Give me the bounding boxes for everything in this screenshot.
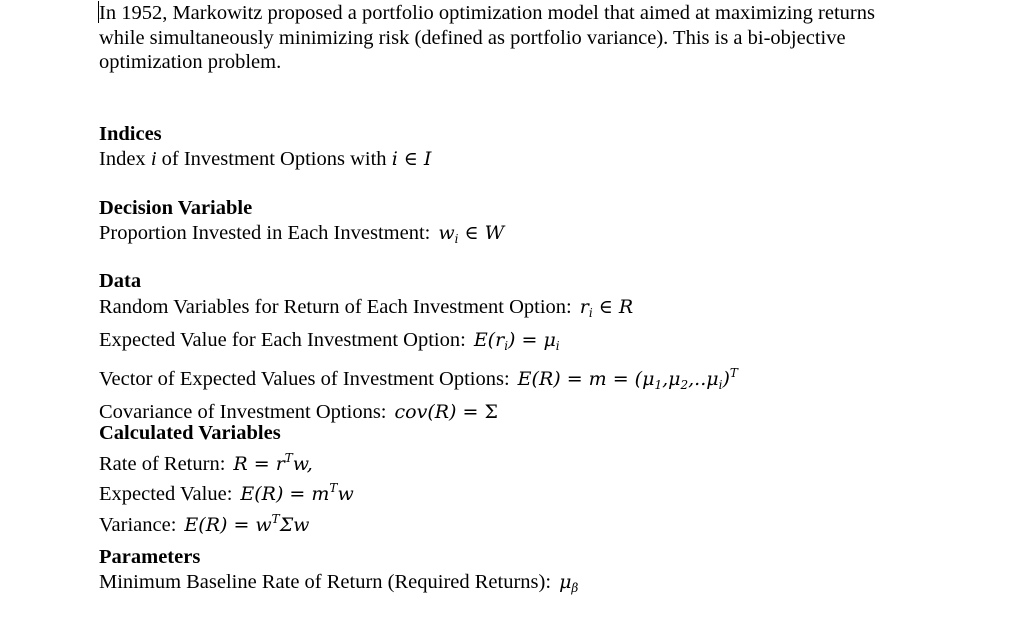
data-section <box>99 269 738 426</box>
data-formula-vector: $E(R) = m = (\mu_1,\mu_2,..\mu_i)^T$ <box>517 365 738 392</box>
decision-line <box>99 221 504 252</box>
data-formula-covariance: cov(R) = Σ <box>394 400 498 423</box>
data-item-vector: Vector of Expected Values of Investment Options: $E(R) = m = (\mu_1,\mu_2,..\mu_i)^T$ <box>99 365 738 392</box>
indices-text-2: of Investment Options with <box>156 147 392 170</box>
intro-paragraph <box>99 1 875 75</box>
intro-line-3: optimization problem. <box>99 51 282 73</box>
intro-line-1: In 1952, Markowitz proposed a portfolio optimization model that aimed at maximizing returns <box>99 2 875 24</box>
calc-item-variance: Variance: $E(R) = w^T\Sigma w$ <box>99 511 310 536</box>
calc-item-expected: Expected Value: $E(R) = m^Tw$ <box>99 481 354 505</box>
calculated-section <box>99 421 354 537</box>
indices-formula: i ∈ I <box>391 147 432 170</box>
calc-item-return: Rate of Return: $R = r^Tw$, <box>99 450 313 475</box>
decision-section <box>99 196 504 251</box>
data-formula-expected: $E(r_i) = \mu_i$ <box>473 328 560 353</box>
indices-var: i <box>150 147 157 170</box>
indices-heading: Indices <box>99 123 162 145</box>
data-item-returns: Random Variables for Return of Each Investment Option: $r_i$ ∈ R <box>99 295 634 320</box>
calculated-heading: Calculated Variables <box>99 422 281 444</box>
decision-formula: $w_i$ ∈ W <box>438 221 505 246</box>
calc-formula-expected: $E(R) = m^Tw$ <box>240 481 354 505</box>
parameters-section <box>99 545 578 600</box>
data-formula-returns: $r_i$ ∈ R <box>579 295 634 320</box>
indices-section <box>99 122 431 171</box>
decision-text: Proportion Invested in Each Investment: <box>99 221 431 244</box>
indices-line <box>99 147 431 172</box>
data-item-expected: Expected Value for Each Investment Option: $E(r_i) = \mu_i$ <box>99 328 560 353</box>
indices-text: Index <box>99 147 151 170</box>
parameters-heading: Parameters <box>99 546 201 568</box>
parameters-formula: $\mu_\beta$ <box>559 570 579 595</box>
calc-formula-variance: $E(R) = w^T\Sigma w$ <box>184 511 310 536</box>
calc-formula-return: $R = r^Tw$, <box>233 450 313 475</box>
data-heading: Data <box>99 270 142 292</box>
intro-line-2: while simultaneously minimizing risk (defined as portfolio variance). This is a bi-objective <box>99 26 846 49</box>
data-item-covariance: Covariance of Investment Options: cov(R) = Σ <box>99 400 498 423</box>
parameters-line: Minimum Baseline Rate of Return (Required Returns): $\mu_\beta$ <box>99 570 579 595</box>
decision-heading: Decision Variable <box>99 197 253 219</box>
